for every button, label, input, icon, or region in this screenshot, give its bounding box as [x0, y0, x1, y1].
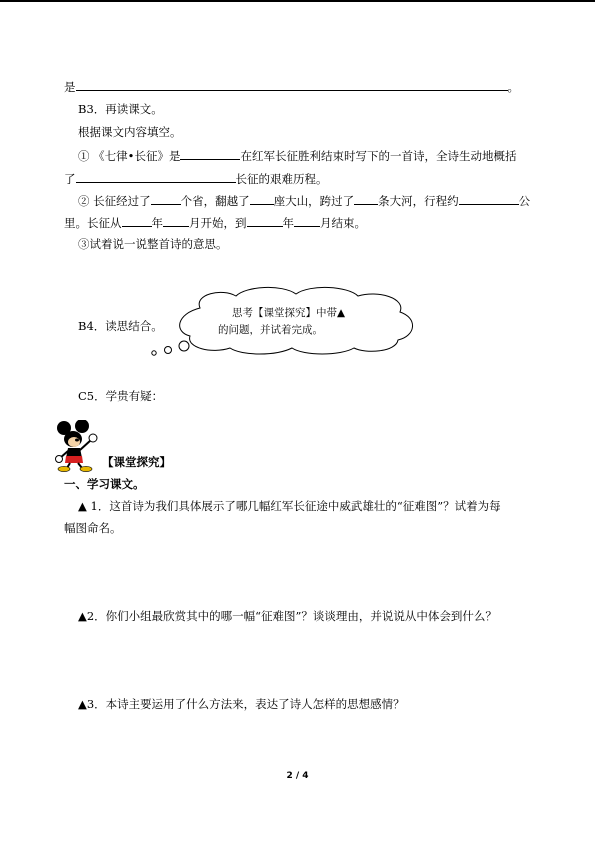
fill-question-2 [78, 192, 530, 209]
b3-instruction: 根据课文内容填空。 [78, 125, 182, 139]
q2-blank-end-year[interactable] [247, 214, 283, 227]
q1-text-c: 了 [64, 172, 76, 186]
q1-text-d: 长征的艰难历程。 [235, 172, 328, 186]
thought-dots [146, 338, 196, 358]
c5-heading: C5．学贵有疑： [78, 389, 164, 403]
q2-text-i: 年 [282, 216, 294, 230]
thought-bubble [172, 286, 420, 356]
answer-prefix: 是 [64, 80, 76, 94]
question-3: ③试着说一说整首诗的意思。 [78, 237, 228, 251]
q2-text-d: 条大河，行程约 [378, 194, 459, 208]
task-3: ▲3．本诗主要运用了什么方法来，表达了诗人怎样的思想感情？ [78, 697, 405, 711]
q2-text-f: 里。长征从 [64, 216, 122, 230]
q2-text-a: ② 长征经过了 [78, 194, 151, 208]
page-number: 2 / 4 [286, 771, 309, 781]
q1-blank-summary[interactable] [76, 170, 236, 183]
b3-heading: B3．再读课文。 [78, 102, 163, 116]
q2-blank-start-year[interactable] [122, 214, 152, 227]
q1-text-a: ① 《七律•长征》是 [78, 149, 181, 163]
q2-blank-end-month[interactable] [294, 214, 320, 227]
q2-blank-start-month[interactable] [163, 214, 189, 227]
q2-blank-distance[interactable] [459, 192, 519, 205]
q2-blank-provinces[interactable] [151, 192, 181, 205]
bubble-line-1: 思考【课堂探究】中带▲ [232, 307, 346, 319]
answer-suffix: 。 [507, 80, 519, 94]
mickey-mouse-icon [55, 420, 99, 472]
q2-blank-mountains[interactable] [250, 192, 274, 205]
section-title: 【课堂探究】 [102, 455, 171, 469]
b4-heading: B4．读思结合。 [78, 319, 163, 333]
q2-text-c: 座大山，跨过了 [273, 194, 355, 208]
answer-line-b [64, 78, 519, 95]
answer-blank[interactable] [76, 78, 508, 91]
q1-text-b: 在红军长征胜利结束时写下的一首诗，全诗生动地概括 [240, 149, 517, 163]
q1-blank-poet[interactable] [180, 147, 240, 160]
q2-text-b: 个省，翻越了 [180, 194, 250, 208]
q2-text-h: 月开始，到 [189, 216, 247, 230]
q2-text-e: 公 [518, 194, 531, 208]
task-1-line-1: ▲ 1．这首诗为我们具体展示了哪几幅红军长征途中威武雄壮的“征难图”？试着为每 [78, 499, 501, 513]
subsection-title: 一、学习课文。 [64, 477, 145, 491]
task-1-line-2: 幅图命名。 [64, 521, 122, 535]
fill-question-1-cont [64, 170, 328, 187]
q2-text-g: 年 [151, 216, 163, 230]
q2-text-j: 月结束。 [320, 216, 366, 230]
q2-blank-rivers[interactable] [354, 192, 378, 205]
task-2: ▲2．你们小组最欣赏其中的哪一幅“征难图”？谈谈理由，并说说从中体会到什么？ [78, 609, 497, 623]
bubble-line-2: 的问题，并试着完成。 [218, 324, 323, 336]
fill-question-1 [78, 147, 516, 164]
header-rule [0, 0, 595, 2]
fill-question-2-cont [64, 214, 366, 231]
